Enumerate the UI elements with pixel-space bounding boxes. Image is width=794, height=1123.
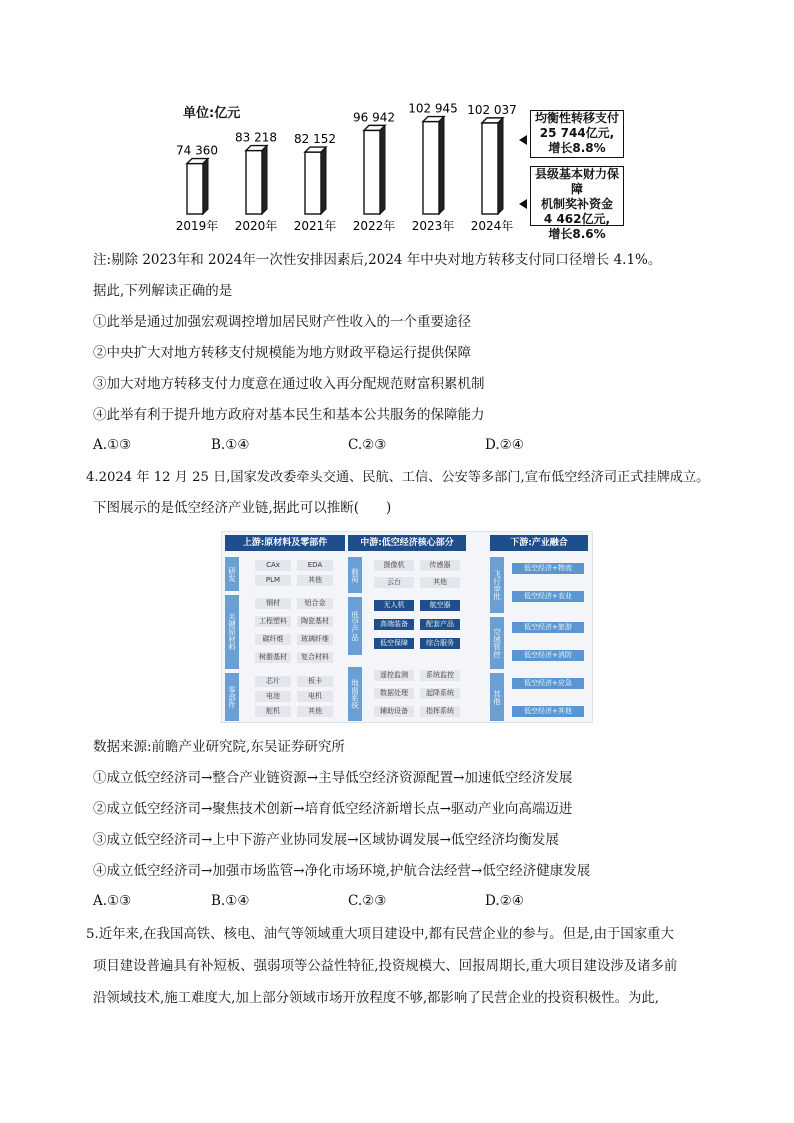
chain-cell: 复合材料: [297, 652, 333, 663]
chain-cell: 遥控监测: [374, 670, 414, 681]
q5-line-2: 项目建设普遍具有补短板、强弱项等公益性特征,投资规模大、回报周期长,重大项目建设涉及诸多前: [93, 959, 678, 974]
bar-value-label: 74 360: [176, 143, 218, 158]
chain-cell: 板卡: [297, 676, 333, 687]
q4-source: 数据来源:前瞻产业研究院,东吴证券研究所: [93, 739, 345, 755]
chain-cell: 低空经济+应急: [512, 678, 584, 689]
callout-line: 增长8.8%: [548, 141, 606, 155]
chart-unit-label: 单位:亿元: [183, 106, 241, 121]
group-parts: [225, 673, 345, 721]
chain-cell: 数据处理: [374, 688, 414, 699]
arrow-icon: [519, 135, 527, 145]
chain-cell: 工程塑料: [255, 616, 291, 627]
option-d[interactable]: D.②④: [485, 437, 524, 453]
x-tick-label: 2019年: [175, 219, 219, 233]
chain-cell: 电机: [297, 691, 333, 702]
chain-cell: 舵机: [255, 706, 291, 717]
downstream-column: [490, 535, 588, 717]
q3-item-3: ③加大对地方转移支付力度意在通过收入再分配规范财富积累机制: [93, 376, 485, 392]
side-label: 低空产品: [348, 597, 362, 655]
chain-cell: 高端装备: [374, 619, 414, 630]
callout-balanced-transfer: [530, 110, 624, 158]
x-tick-label: 2021年: [293, 219, 337, 233]
option-a[interactable]: A.①③: [93, 437, 132, 453]
q5-line-3: 沿领域技术,施工难度大,加上部分领域市场开放程度不够,都影响了民营企业的投资积极性。为此,: [93, 991, 660, 1006]
bar: [305, 147, 326, 214]
q4-line-1: 4.2024 年 12 月 25 日,国家发改委牵头交通、民航、工信、公安等多部门,宣布低空经济司正式挂牌成立。: [86, 470, 710, 485]
x-tick-label: 2022年: [352, 219, 396, 233]
chain-cell: CAx: [255, 560, 291, 571]
side-label: 空域管控: [490, 617, 504, 669]
bar: [423, 117, 444, 214]
group-approval: [490, 557, 588, 613]
callout-line: 25 744亿元,: [539, 126, 615, 140]
callout-line: 4 462亿元,: [543, 212, 611, 226]
callout-line: 县级基本财力保障: [534, 167, 619, 196]
arrow-icon: [519, 199, 527, 209]
group-ground: [348, 667, 466, 721]
q4-item-1: ①成立低空经济司→整合产业链资源→主导低空经济资源配置→加速低空经济发展: [93, 770, 573, 786]
industry-chain-diagram: [221, 531, 593, 723]
callout-line: 增长8.6%: [548, 227, 606, 241]
upstream-column: [225, 535, 345, 717]
bar: [187, 159, 208, 214]
x-tick-label: 2020年: [234, 219, 278, 233]
bar: [246, 146, 267, 214]
chain-cell: 低空经济+其他: [512, 706, 584, 717]
bar-value-label: 102 037: [467, 102, 517, 117]
chain-cell: 钢材: [255, 598, 291, 609]
side-label: 关键原材料: [225, 595, 239, 669]
group-products: [348, 597, 466, 655]
chain-cell: 指挥系统: [420, 706, 460, 717]
bar-value-label: 82 152: [294, 132, 336, 147]
bar-value-label: 83 218: [235, 130, 277, 145]
group-materials: [225, 595, 345, 669]
chain-cell: 树脂基材: [255, 652, 291, 663]
bar: [364, 125, 385, 214]
chain-cell: 低空经济+旅游: [512, 622, 584, 633]
bar: [482, 118, 503, 214]
chain-cell: 铝合金: [297, 598, 333, 609]
side-label: 飞行审批: [490, 557, 504, 613]
midstream-title: 中游:低空经济核心部分: [348, 535, 466, 551]
option-a[interactable]: A.①③: [93, 893, 132, 909]
side-label: 载荷: [348, 557, 362, 593]
q4-options: [93, 893, 693, 913]
chain-cell: 无人机: [374, 600, 414, 611]
chain-cell: 其他: [297, 706, 333, 717]
chain-cell: 起降系统: [420, 688, 460, 699]
q3-item-1: ①此举是通过加强宏观调控增加居民财产性收入的一个重要途径: [93, 314, 471, 330]
group-rd: [225, 557, 345, 591]
side-label: 研发: [225, 557, 239, 591]
callout-line: 均衡性转移支付: [534, 111, 619, 125]
transfer-payment-chart: [175, 96, 625, 246]
chain-cell: 摄像机: [374, 560, 414, 571]
chain-cell: 低空经济+农业: [512, 591, 584, 602]
chain-cell: 航空器: [420, 600, 460, 611]
chain-cell: 陶瓷基材: [297, 616, 333, 627]
chain-cell: 低空经济+物流: [512, 563, 584, 574]
group-payload: [348, 557, 466, 593]
upstream-title: 上游:原材料及零部件: [225, 535, 345, 551]
group-other: [490, 673, 588, 721]
x-tick-label: 2023年: [411, 219, 455, 233]
chain-cell: PLM: [255, 575, 291, 586]
group-airspace: [490, 617, 588, 669]
chain-cell: 芯片: [255, 676, 291, 687]
chain-cell: 玻璃纤维: [297, 634, 333, 645]
q3-note: 注:剔除 2023年和 2024年一次性安排因素后,2024 年中央对地方转移支付同口径增长 4.1%。: [93, 252, 662, 268]
chain-cell: 其他: [297, 575, 333, 586]
side-label: 地面系统: [348, 667, 362, 721]
chain-cell: 低空保障: [374, 638, 414, 649]
bar-chart-svg: [175, 96, 535, 246]
option-b[interactable]: B.①④: [211, 893, 250, 909]
q3-stem: 据此,下列解读正确的是: [93, 283, 233, 299]
q3-item-4: ④此举有利于提升地方政府对基本民生和基本公共服务的保障能力: [93, 407, 485, 423]
x-tick-label: 2024年: [470, 219, 514, 233]
option-c[interactable]: C.②③: [348, 437, 387, 453]
q4-item-3: ③成立低空经济司→上中下游产业协同发展→区域协调发展→低空经济均衡发展: [93, 832, 559, 848]
chain-cell: 辅助设备: [374, 706, 414, 717]
option-b[interactable]: B.①④: [211, 437, 250, 453]
chain-cell: EDA: [297, 560, 333, 571]
side-label: 其他: [490, 673, 504, 721]
q5-line-1: 5.近年来,在我国高铁、核电、油气等领域重大项目建设中,都有民营企业的参与。但是,由于国家重大: [86, 927, 674, 942]
chain-cell: 碳纤维: [255, 634, 291, 645]
bar-value-label: 102 945: [408, 101, 458, 116]
option-c[interactable]: C.②③: [348, 893, 387, 909]
callout-line: 机制奖补资金: [540, 197, 613, 211]
midstream-column: [348, 535, 466, 717]
q4-item-4: ④成立低空经济司→加强市场监管→净化市场环境,护航合法经营→低空经济健康发展: [93, 863, 591, 879]
chain-cell: 系统监控: [420, 670, 460, 681]
bar-value-label: 96 942: [353, 110, 395, 125]
chain-cell: 配套产品: [420, 619, 460, 630]
q4-item-2: ②成立低空经济司→聚焦技术创新→培育低空经济新增长点→驱动产业向高端迈进: [93, 801, 573, 817]
chain-cell: 传感器: [420, 560, 460, 571]
downstream-title: 下游:产业融合: [490, 535, 588, 551]
chain-cell: 综合服务: [420, 638, 460, 649]
callout-county-fund: [530, 166, 624, 241]
side-label: 零部件: [225, 673, 239, 721]
chain-cell: 其他: [420, 577, 460, 588]
q3-item-2: ②中央扩大对地方转移支付规模能为地方财政平稳运行提供保障: [93, 345, 471, 361]
q4-line-2: 下图展示的是低空经济产业链,据此可以推断( ): [93, 500, 392, 516]
chain-cell: 电池: [255, 691, 291, 702]
q3-options: [93, 437, 693, 457]
chain-cell: 低空经济+消防: [512, 650, 584, 661]
option-d[interactable]: D.②④: [485, 893, 524, 909]
chain-cell: 云台: [374, 577, 414, 588]
